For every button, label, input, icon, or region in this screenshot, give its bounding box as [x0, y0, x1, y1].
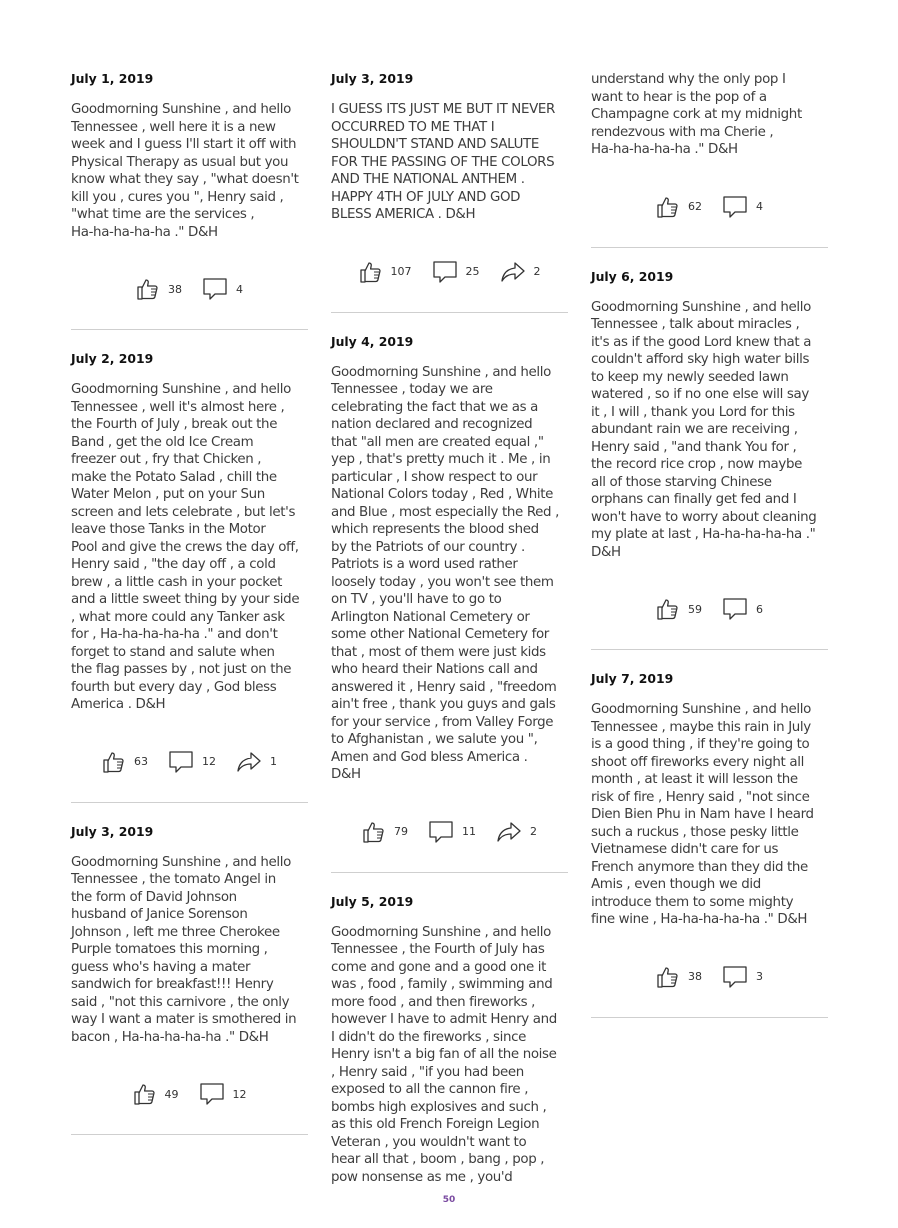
- post-text: understand why the only pop I want to hear is the pop of a Champagne cork at my midnight rendezvous with ma Cherie , Ha-ha-ha-ha-ha ." D&H: [591, 72, 802, 157]
- comment-icon: [168, 750, 194, 774]
- thumbs-up-icon: [656, 597, 680, 621]
- post-july-7: [591, 670, 828, 1018]
- post-actions: [591, 597, 828, 621]
- post-actions: [591, 195, 828, 219]
- post-actions: [331, 260, 568, 284]
- thumbs-up-icon: [359, 260, 383, 284]
- like-count: 63: [134, 755, 148, 768]
- like-button[interactable]: [102, 750, 148, 774]
- share-arrow-icon: [496, 820, 522, 844]
- comment-icon: [202, 277, 228, 301]
- like-button[interactable]: [656, 195, 702, 219]
- like-count: 38: [688, 970, 702, 983]
- post-text: Goodmorning Sunshine , and hello Tennessee , the tomato Angel in the form of David Johnson husband of Janice Sorenson Johnson , left me three Cherokee Purple tomatoes this morning , guess who's having a mater sandwich for breakfast!!! Henry said , "not this carnivore , the only way I want a mater is smothered in bacon , Ha-ha-ha-ha-ha ." D&H: [71, 854, 297, 1045]
- post-text: Goodmorning Sunshine , and hello Tennessee , maybe this rain in July is a good thing , if they're going to shoot off fireworks every night all month , at least it will lesson the risk of fire , Henry said , "not since Dien Bien Phu in Nam have I heard such a ruckus , those pesky little Vietnamese didn't care for us French anymore than they did the Amis , even though we did introduce them to some mighty fine wine , Ha-ha-ha-ha-ha ." D&H: [591, 702, 814, 927]
- column-3: [591, 71, 828, 1038]
- post-actions: [591, 965, 828, 989]
- post-actions: [71, 750, 308, 774]
- post-july-2: [71, 350, 308, 803]
- comment-button[interactable]: [722, 195, 763, 219]
- column-2: [331, 70, 568, 1206]
- comment-count: 25: [465, 265, 480, 278]
- like-count: 62: [688, 200, 702, 213]
- post-july-3-caps: [331, 70, 568, 313]
- comment-button[interactable]: [722, 965, 763, 989]
- like-button[interactable]: [362, 820, 408, 844]
- post-date: July 7, 2019: [591, 671, 674, 686]
- share-button[interactable]: [236, 750, 277, 774]
- comment-count: 6: [756, 602, 763, 616]
- like-button[interactable]: [656, 597, 702, 621]
- post-date: July 6, 2019: [591, 268, 674, 284]
- post-actions: [71, 277, 308, 301]
- post-text: Goodmorning Sunshine , and hello Tennessee , well here it is a new week and I guess I'll start it off with Physical Therapy as usual but you know what they say , "what doesn't kill you , cures you ", Henry said , "what time are the services , Ha-ha-ha-ha-ha ." D&H: [71, 102, 299, 240]
- like-count: 49: [164, 1087, 179, 1101]
- comment-count: 12: [202, 755, 216, 768]
- post-july-5: [331, 893, 568, 1187]
- comment-icon: [722, 965, 748, 989]
- post-july-1: [71, 70, 308, 330]
- post-date: July 1, 2019: [71, 71, 154, 86]
- share-button[interactable]: [496, 820, 537, 844]
- comment-button[interactable]: [168, 750, 216, 774]
- comment-icon: [199, 1082, 225, 1106]
- post-text: Goodmorning Sunshine , and hello Tennessee , today we are celebrating the fact that we as a nation declared and recognized that "all men are created equal ," yep , that's pretty much it . Me , in particular , I show respect to our National Colors today , Red , White and Blue , most especially the Red , which represents the blood shed by the Patriots of our country . Patriots is a word used rather loosely today , you won't see them on TV , you'll have to go to Arlington National Cemetery or some other National Cemetery for that , most of them were just kids who heard their Nations call and answered it , Henry said , "freedom ain't free , thank you guys and gals for your service , from Valley Forge to Afghanistan , we salute you ", Amen and God bless America . D&H: [331, 364, 560, 782]
- comment-icon: [428, 820, 454, 844]
- comment-count: 11: [462, 825, 476, 838]
- comment-count: 4: [236, 282, 243, 296]
- thumbs-up-icon: [656, 965, 680, 989]
- post-text: Goodmorning Sunshine , and hello Tennessee , well it's almost here , the Fourth of July , break out the Band , get the old Ice Cream freezer out , fry that Chicken , make the Potato Salad , chill the Water Melon , put on your Sun screen and lets celebrate , but let's leave those Tanks in the Motor Pool and give the crews the day off, Henry said , "the day off , a cold brew , a little cash in your pocket and a little sweet thing by your side , what more could any Tanker ask for , Ha-ha-ha-ha-ha ." and don't forget to stand and salute when the flag passes by , not just on the fourth but every day , God bless America . D&H: [71, 382, 300, 712]
- comment-button[interactable]: [199, 1082, 247, 1106]
- comment-button[interactable]: [432, 260, 480, 284]
- thumbs-up-icon: [133, 1082, 157, 1106]
- post-actions: [71, 1082, 308, 1106]
- thumbs-up-icon: [362, 820, 386, 844]
- like-count: 107: [390, 265, 412, 278]
- post-july-6: [591, 268, 828, 651]
- comment-count: 3: [756, 970, 763, 983]
- comment-button[interactable]: [202, 277, 243, 301]
- post-july-5-continued: [591, 71, 828, 248]
- thumbs-up-icon: [656, 195, 680, 219]
- post-actions: [331, 820, 568, 844]
- comment-count: 4: [756, 200, 763, 213]
- comment-button[interactable]: [722, 597, 763, 621]
- post-july-3-tomato: [71, 823, 308, 1136]
- like-button[interactable]: [136, 277, 182, 301]
- post-text: I GUESS ITS JUST ME BUT IT NEVER OCCURRED TO ME THAT I SHOULDN'T STAND AND SALUTE FOR THE PASSING OF THE COLORS AND THE NATIONAL ANTHEM . HAPPY 4TH OF JULY AND GOD BLESS AMERICA . D&H: [331, 102, 555, 222]
- share-count: 2: [530, 825, 537, 838]
- post-date: July 3, 2019: [71, 823, 154, 839]
- share-arrow-icon: [236, 750, 262, 774]
- post-date: July 5, 2019: [331, 893, 414, 909]
- share-count: 2: [533, 265, 541, 278]
- page-number: 50: [442, 1195, 456, 1205]
- post-date: July 3, 2019: [331, 71, 414, 86]
- like-count: 59: [688, 602, 702, 616]
- post-text: Goodmorning Sunshine , and hello Tennessee , the Fourth of July has come and gone and a good one it was , food , family , swimming and more food , and then fireworks , however I have to admit Henry and I didn't do the fireworks , since Henry isn't a big fan of all the noise , Henry said , "if you had been exposed to all the cannon fire , bombs high explosives and such , as this old French Foreign Legion Veteran , you wouldn't want to hear all that , boom , bang , pop , pow nonsense as me , you'd: [331, 924, 557, 1185]
- comment-icon: [722, 195, 748, 219]
- share-count: 1: [270, 755, 277, 768]
- like-count: 79: [394, 825, 408, 838]
- like-button[interactable]: [359, 260, 412, 284]
- like-button[interactable]: [656, 965, 702, 989]
- thumbs-up-icon: [136, 277, 160, 301]
- post-date: July 2, 2019: [71, 351, 154, 366]
- post-text: Goodmorning Sunshine , and hello Tennessee , talk about miracles , it's as if the good Lord knew that a couldn't afford sky high water bills to keep my newly seeded lawn watered , so if no one else will say it , I will , thank you Lord for this abundant rain we are receiving , Henry said , "and thank You for , the record rice crop , now maybe all of those starving Chinese orphans can finally get fed and I won't have to worry about cleaning my plate at last , Ha-ha-ha-ha-ha ." D&H: [591, 299, 817, 560]
- comment-icon: [722, 597, 748, 621]
- post-july-4: [331, 333, 568, 873]
- thumbs-up-icon: [102, 750, 126, 774]
- share-arrow-icon: [500, 260, 526, 284]
- comment-button[interactable]: [428, 820, 476, 844]
- comment-icon: [432, 260, 458, 284]
- column-1: [71, 70, 308, 1155]
- like-count: 38: [168, 282, 182, 296]
- post-date: July 4, 2019: [331, 333, 414, 349]
- like-button[interactable]: [133, 1082, 179, 1106]
- comment-count: 12: [232, 1087, 247, 1101]
- share-button[interactable]: [500, 260, 541, 284]
